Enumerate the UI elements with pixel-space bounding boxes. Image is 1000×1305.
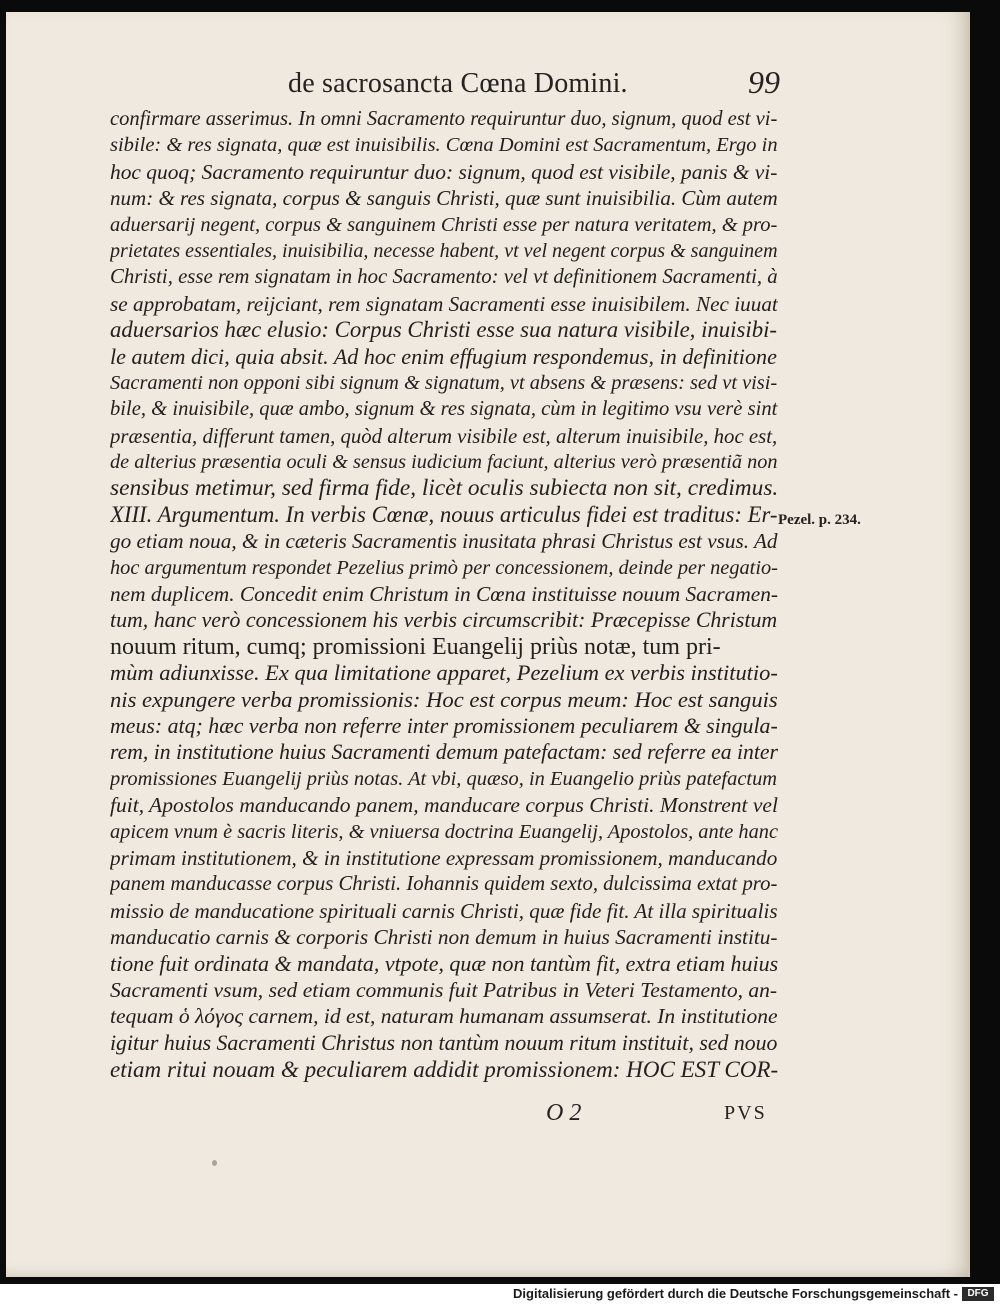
text-line: meus: atq; hæc verba non referre inter promissionem peculiarem & singula-	[110, 713, 778, 738]
text-line: panem manducasse corpus Christi. Iohannis quidem sexto, dulcissima extat pro-	[110, 873, 778, 896]
text-line: tum, hanc verò concessionem his verbis circumscribit: Præcepisse Christum	[110, 608, 778, 633]
text-line: mùm adiunxisse. Ex qua limitatione apparet, Pezelium ex verbis institutio-	[110, 660, 778, 686]
funding-credit: Digitalisierung gefördert durch die Deutsche Forschungsgemeinschaft -	[513, 1286, 958, 1301]
page-number: 99	[748, 64, 780, 100]
text-line: sibile: & res signata, quæ est inuisibilis. Cœna Domini est Sacramentum, Ergo in	[110, 134, 778, 157]
text-line: se approbatam, reijciant, rem signatam Sacramenti esse inuisibilem. Nec iuuat	[110, 291, 778, 316]
catchword: PVS	[724, 1102, 767, 1124]
text-line: nouum ritum, cumq; promissioni Euangelij priùs notæ, tum pri-	[110, 633, 721, 660]
text-line: hoc quoq; Sacramento requiruntur duo: signum, quod est visibile, panis & vi-	[110, 159, 778, 184]
text-line: tione fuit ordinata & mandata, vtpote, quæ non tantùm fit, extra etiam huius	[110, 950, 778, 976]
text-line: aduersarios hæc elusio: Corpus Christi esse sua natura visibile, inuisibi-	[110, 317, 778, 343]
text-line: fuit, Apostolos manducando panem, manducare corpus Christi. Monstrent vel	[110, 793, 778, 818]
text-line: apicem vnum è sacris literis, & vniuersa doctrina Euangelij, Apostolos, ante hanc	[110, 820, 778, 843]
body-text	[110, 106, 778, 1082]
text-line: go etiam noua, & in cæteris Sacramentis inusitata phrasi Christus est vsus. Ad	[110, 529, 778, 554]
text-line: Sacramenti vsum, sed etiam communis fuit Patribus in Veteri Testamento, an-	[110, 977, 778, 1002]
text-line: num: & res signata, corpus & sanguis Christi, quæ sunt inuisibilia. Cùm autem	[110, 186, 778, 211]
running-title: de sacrosancta Cœna Domini.	[288, 68, 628, 99]
text-line: primam institutionem, & in institutione expressam promissionem, manducando	[110, 845, 778, 870]
text-line: promissiones Euangelij priùs notas. At vbi, quæso, in Euangelio priùs patefactum	[110, 767, 778, 790]
paper-speck	[212, 1160, 217, 1166]
text-line: igitur huius Sacramenti Christus non tantùm nouum ritum instituit, sed nouo	[110, 1030, 778, 1055]
text-line: bile, & inuisibile, quæ ambo, signum & res signata, cùm in legitimo vsu verè sint	[110, 398, 778, 421]
text-line: confirmare asserimus. In omni Sacramento requiruntur duo, signum, quod est vi-	[110, 108, 778, 130]
text-line: rem, in institutione huius Sacramenti demum patefactam: sed referre ea inter	[110, 740, 778, 765]
text-line: manducatio carnis & corporis Christi non demum in huius Sacramenti institu-	[110, 925, 778, 950]
text-line: XIII. Argumentum. In verbis Cœnæ, nouus articulus fidei est traditus: Er-	[110, 501, 778, 527]
text-line: prietates essentiales, inuisibilia, necesse habent, vt vel negent corpus & sanguinem	[110, 239, 778, 262]
signature-mark: O 2	[546, 1100, 582, 1126]
text-line: tequam ὁ λόγος carnem, id est, naturam humanam assumserat. In institutione	[110, 1004, 778, 1029]
margin-note: Pezel. p. 234.	[778, 512, 861, 528]
text-line: nem duplicem. Concedit enim Christum in Cœna instituisse nouum Sacramen-	[110, 582, 778, 607]
text-line: præsentia, differunt tamen, quòd alterum visibile est, alterum inuisibile, hoc est,	[110, 423, 778, 448]
book-page	[6, 12, 970, 1277]
dfg-logo: DFG	[962, 1287, 994, 1301]
text-line: sensibus metimur, sed firma fide, licèt oculis subiecta non sit, credimus.	[110, 475, 778, 502]
text-line: nis expungere verba promissionis: Hoc est corpus meum: Hoc est sanguis	[110, 686, 778, 712]
text-line: Sacramenti non opponi sibi signum & signatum, vt absens & præsens: sed vt visi-	[110, 371, 778, 394]
text-line: de alterius præsentia oculi & sensus iudicium faciunt, alterius verò præsentiã non	[110, 451, 778, 474]
text-line: le autem dici, quia absit. Ad hoc enim effugium respondemus, in definitione	[110, 343, 777, 369]
text-line: missio de manducatione spirituali carnis Christi, quæ fide fit. At illa spiritualis	[110, 898, 778, 923]
text-line: hoc argumentum respondet Pezelius primò per concessionem, deinde per negatio-	[110, 556, 778, 579]
credit-bar	[0, 1284, 1000, 1305]
page-header	[6, 64, 968, 108]
text-line: Christi, esse rem signatam in hoc Sacramento: vel vt definitionem Sacramenti, à	[110, 265, 778, 289]
text-line: etiam ritui nouam & peculiarem addidit promissionem: HOC EST COR-	[110, 1056, 778, 1083]
text-line: aduersarij negent, corpus & sanguinem Christi esse per natura veritatem, & pro-	[110, 213, 778, 236]
